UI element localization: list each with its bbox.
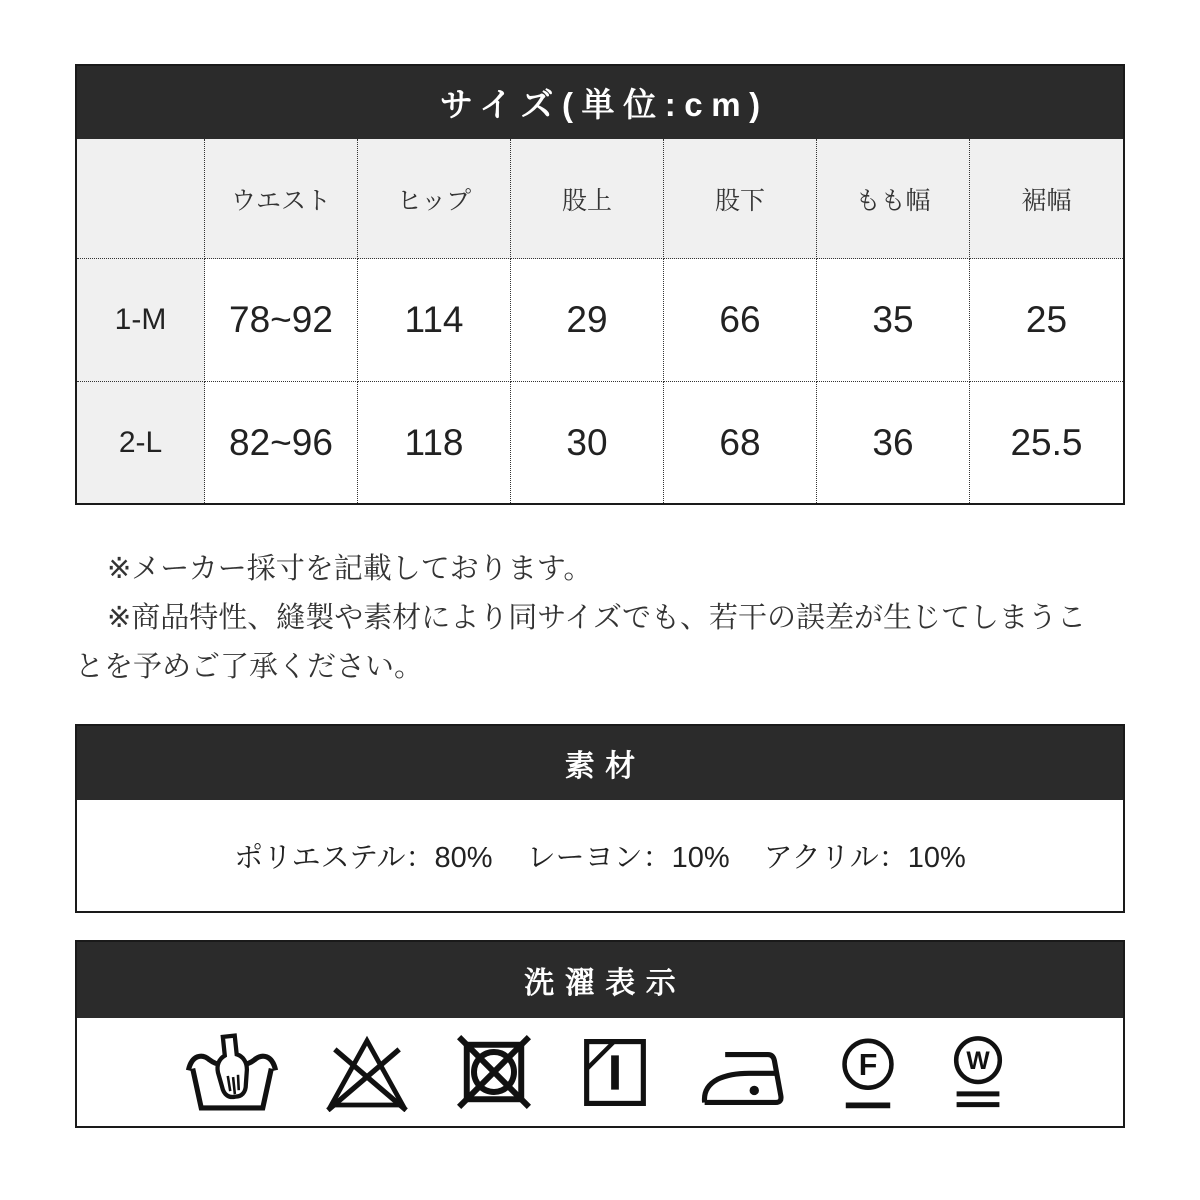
wet-clean-gentle-w-icon: [945, 1033, 1011, 1112]
table-cell-hip: 118: [358, 382, 511, 503]
svg-text:W: W: [966, 1047, 990, 1075]
laundry-section: [75, 940, 1125, 1128]
table-cell-thigh-width: 36: [817, 382, 970, 503]
do-not-tumble-dry-icon: [454, 1032, 534, 1112]
table-cell-waist: 82~96: [205, 382, 358, 503]
size-table-corner-cell: [77, 139, 205, 259]
line-dry-in-shade-icon: [578, 1033, 652, 1112]
column-header-hip: ヒップ: [358, 139, 511, 259]
material-title-bar: [77, 726, 1123, 800]
table-cell-rise: 29: [511, 259, 664, 382]
material-title: 素材: [564, 750, 646, 783]
material-item-rayon: レーヨン：10%: [526, 842, 730, 874]
column-header-hem-width: 裾幅: [970, 139, 1123, 259]
table-cell-hip: 114: [358, 259, 511, 382]
table-cell-hem-width: 25: [970, 259, 1123, 382]
column-header-inseam: 股下: [664, 139, 817, 259]
table-cell-inseam: 66: [664, 259, 817, 382]
column-header-waist: ウエスト: [205, 139, 358, 259]
column-header-rise: 股上: [511, 139, 664, 259]
size-table-title: サイズ(単位:cm): [439, 86, 769, 123]
do-not-bleach-icon: [323, 1032, 411, 1112]
laundry-title: 洗濯表示: [524, 967, 687, 1000]
size-table-title-bar: [77, 66, 1123, 139]
table-cell-hem-width: 25.5: [970, 382, 1123, 503]
table-cell-rise: 30: [511, 382, 664, 503]
laundry-title-bar: [77, 942, 1123, 1018]
svg-text:F: F: [858, 1047, 878, 1082]
material-composition: [77, 800, 1123, 911]
material-section: [75, 724, 1125, 913]
hand-wash-icon: [185, 1032, 279, 1112]
dry-clean-petroleum-f-icon: [835, 1033, 901, 1112]
table-cell-waist: 78~92: [205, 259, 358, 382]
material-item-polyester: ポリエステル：80%: [234, 842, 493, 874]
laundry-symbols-row: [77, 1018, 1123, 1126]
size-row-label: 1-M: [77, 259, 205, 382]
table-cell-inseam: 68: [664, 382, 817, 503]
note-line-2: ※商品特性、縫製や素材により同サイズでも、若干の誤差が生じてしまうこ: [107, 602, 1086, 634]
column-header-thigh-width: もも幅: [817, 139, 970, 259]
size-table-section: [75, 64, 1125, 505]
material-item-acrylic: アクリル：10%: [763, 842, 966, 874]
measurement-notes: [75, 545, 1125, 692]
iron-low-heat-icon: [696, 1034, 792, 1111]
note-line-1: ※メーカー採寸を記載しております。: [107, 553, 593, 585]
table-cell-thigh-width: 35: [817, 259, 970, 382]
size-table: [77, 139, 1123, 503]
note-line-3: とを予めご了承ください。: [75, 651, 424, 683]
size-row-label: 2-L: [77, 382, 205, 503]
